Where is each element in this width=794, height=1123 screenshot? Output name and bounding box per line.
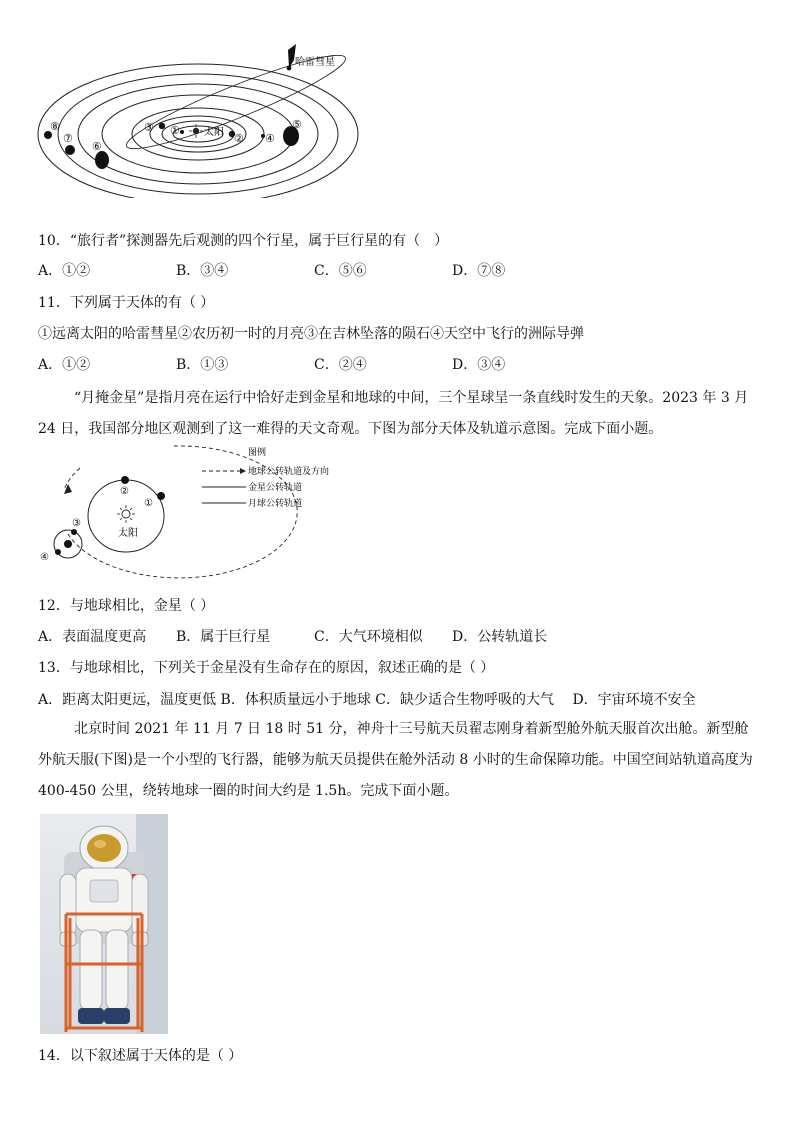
q10-option-a[interactable]: A．①② — [38, 263, 91, 279]
suit-right-arm — [132, 874, 148, 936]
legend-venus-orbit: 金星公转轨道 — [248, 483, 303, 493]
q12-option-d[interactable]: D．公转轨道长 — [452, 629, 548, 645]
fig2-label-3: ③ — [72, 518, 81, 529]
moon-position-4 — [55, 549, 61, 555]
sun-label: 太阳 — [204, 127, 224, 138]
helmet-visor — [87, 834, 121, 862]
venus-position-2 — [121, 476, 129, 484]
legend-title: 图例 — [248, 448, 267, 458]
planet-label-5: ⑤ — [292, 118, 302, 131]
q11-option-d[interactable]: D．③④ — [452, 357, 506, 373]
planet-label-1: ① — [170, 124, 180, 137]
planet-6 — [95, 151, 109, 169]
planet-label-7: ⑦ — [63, 132, 73, 145]
earth — [64, 540, 72, 548]
suit-left-boot — [78, 1008, 104, 1024]
q11-option-b[interactable]: B．①③ — [176, 357, 229, 373]
earth-orbit — [68, 446, 297, 578]
q11-option-c[interactable]: C．②④ — [314, 357, 367, 373]
spacesuit-photo — [40, 814, 168, 1034]
fig2-label-1: ① — [144, 498, 153, 509]
q12-stem: 12．与地球相比，金星（ ） — [38, 598, 215, 614]
suit-left-arm — [60, 874, 76, 936]
planet-label-8: ⑧ — [50, 120, 60, 133]
q11-stem: 11．下列属于天体的有（ ） — [38, 295, 215, 311]
fig2-label-4: ④ — [40, 552, 49, 563]
moon-position-3 — [71, 529, 77, 535]
fig2-sun-label: 太阳 — [118, 528, 138, 539]
sun-icon — [117, 505, 135, 523]
orbit-6 — [78, 84, 318, 184]
q10-option-b[interactable]: B．③④ — [176, 263, 229, 279]
earth-orbit-arrow — [64, 484, 72, 494]
q12-option-a[interactable]: A．表面温度更高 — [38, 629, 147, 645]
solar-system-diagram — [30, 38, 360, 198]
q13-stem: 13．与地球相比，下列关于金星没有生命存在的原因，叙述正确的是（ ） — [38, 660, 495, 676]
planet-label-4: ④ — [265, 132, 275, 145]
suit-right-leg — [106, 930, 128, 1010]
occultation-diagram — [34, 444, 364, 590]
suit-right-boot — [104, 1008, 130, 1024]
q11-option-a[interactable]: A．①② — [38, 357, 91, 373]
planet-1 — [180, 130, 184, 134]
planet-label-3: ③ — [144, 121, 154, 134]
intro-paragraph-occultation: “月掩金星”是指月亮在运行中恰好走到金星和地球的中间，三个星球呈一条直线时发生的天象。2023 年 3 月 24 日，我国部分地区观测到了这一难得的天文奇观。下图为部分天体及轨道示意图。完成下面小题。 — [38, 390, 749, 437]
venus-position-1 — [157, 492, 165, 500]
q10-stem: 10．“旅行者”探测器先后观测的四个行星，属于巨行星的有（ ） — [38, 233, 449, 249]
planet-label-2: ② — [234, 132, 244, 145]
q13-options[interactable]: A．距离太阳更远，温度更低 B．体积质量远小于地球 C．缺少适合生物呼吸的大气 D．宇宙环境不安全 — [38, 692, 696, 708]
fig2-label-2: ② — [120, 486, 129, 497]
planet-7 — [65, 145, 75, 155]
legend-earth-orbit: 地球公转轨道及方向 — [248, 467, 330, 477]
legend-moon-orbit: 月球公转轨道 — [248, 499, 303, 509]
intro-paragraph-spacesuit: 北京时间 2021 年 11 月 7 日 18 时 51 分，神舟十三号航天员翟志刚身着新型舱外航天服首次出舱。新型舱外航天服(下图)是一个小型的飞行器，能够为航天员提供在舱外活动 8 小时的生命保障功能。中国空间站轨道高度为 400-450 公里，绕转地球一圈的时间大约是 1.5h。完成下面小题。 — [38, 721, 753, 799]
suit-left-leg — [80, 930, 102, 1010]
planet-label-6: ⑥ — [92, 140, 102, 153]
comet-label: 哈雷彗星 — [295, 57, 335, 68]
q11-items: ①远离太阳的哈雷彗星②农历初一时的月亮③在吉林坠落的陨石④天空中飞行的洲际导弹 — [38, 326, 584, 342]
q10-option-d[interactable]: D．⑦⑧ — [452, 263, 506, 279]
planet-3 — [159, 123, 165, 129]
q14-stem: 14．以下叙述属于天体的是（ ） — [38, 1048, 243, 1064]
q10-option-c[interactable]: C．⑤⑥ — [314, 263, 367, 279]
q12-option-c[interactable]: C．大气环境相似 — [314, 629, 423, 645]
q12-option-b[interactable]: B．属于巨行星 — [176, 629, 271, 645]
